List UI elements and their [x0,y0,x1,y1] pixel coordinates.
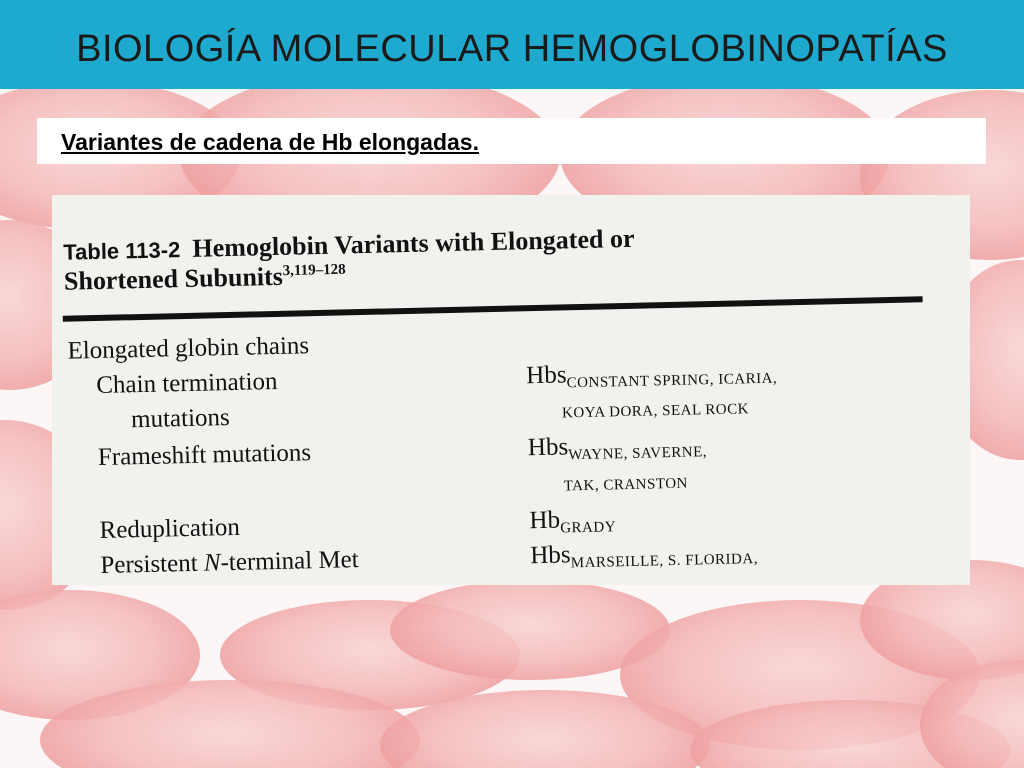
value-prefix: Hb [529,506,561,535]
table-number: Table 113-2 [63,237,181,265]
row-value [530,537,758,573]
table-title-line-2: Shortened Subunits [63,261,284,296]
scanned-table-content [52,195,970,585]
scanned-table-image [52,195,970,585]
table-rule [63,296,923,322]
row-label-part: Persistent [100,549,205,579]
variant-names: GRADY [560,519,617,537]
row-label: mutations [130,404,231,434]
table-heading [63,224,635,267]
row-value [526,357,777,394]
subtitle-box [37,118,986,164]
variant-names: KOYA DORA, SEAL ROCK [561,401,750,422]
row-label-part: -terminal Met [220,546,359,577]
section-heading: Elongated globin chains [67,332,310,365]
variant-names: CONSTANT SPRING, ICARIA, [566,370,778,392]
variant-names: WAYNE, SAVERNE, [568,444,708,464]
variant-names: MARSEILLE, S. FLORIDA, [570,551,759,572]
table-title: Hemoglobin Variants with Elongated or [192,223,635,263]
row-label [100,546,359,580]
row-label-italic: N [203,549,221,577]
row-value [529,505,616,538]
slide-title: BIOLOGÍA MOLECULAR HEMOGLOBINOPATÍAS [76,28,948,70]
variant-names: TAK, CRANSTON [563,475,689,495]
table-heading-line-2 [64,260,346,296]
title-bar [0,0,1024,89]
slide-subtitle: Variantes de cadena de Hb elongadas. [61,129,479,155]
value-prefix: Hbs [525,361,567,390]
value-prefix: Hbs [530,541,571,570]
row-label: Frameshift mutations [97,439,312,472]
value-prefix: Hbs [527,433,569,462]
row-label: Reduplication [99,513,241,545]
row-label: Chain termination [96,367,278,400]
table-references: 3,119–128 [282,261,346,280]
row-value [528,430,708,465]
